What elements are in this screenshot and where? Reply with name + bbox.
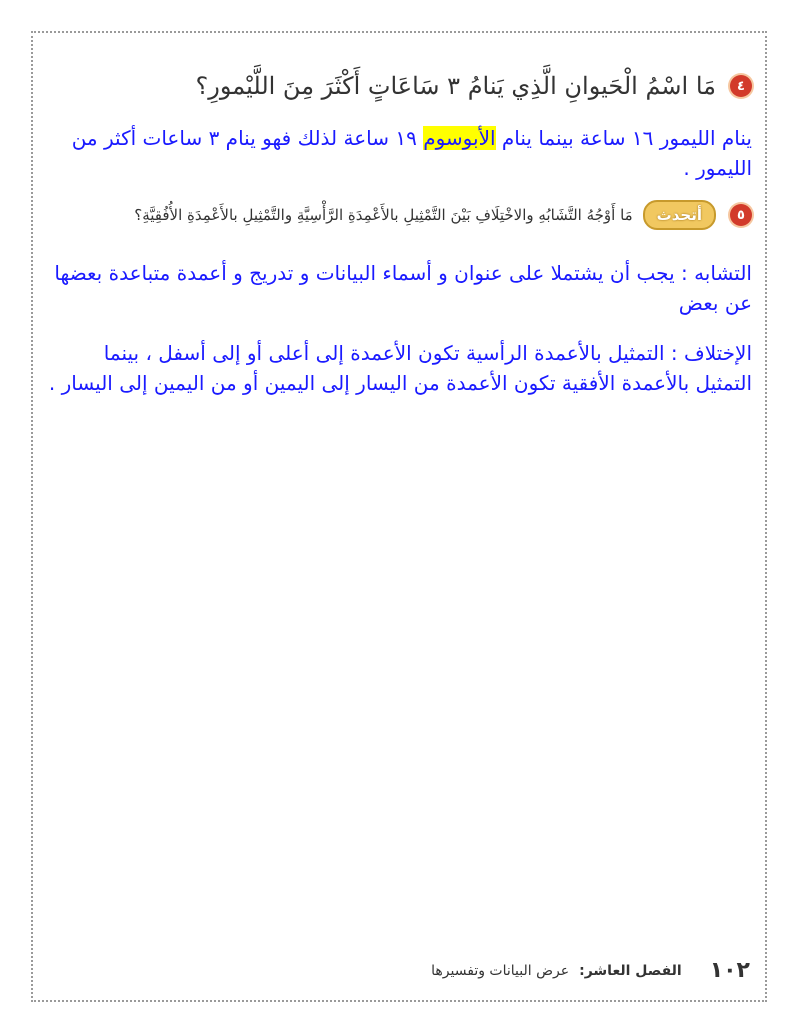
page-number: ١٠٢ [709,958,750,983]
answer-text-start: ينام الليمور ١٦ ساعة بينما ينام [495,126,752,150]
answer-4 [48,123,752,183]
talk-tag: أتحدث [643,200,716,230]
highlighted-word: الأبوسوم [423,126,496,150]
answer-5-similarity: التشابه : يجب أن يشتملا على عنوان و أسماء البيانات و تدريج و أعمدة متباعدة بعضها عن بعض [54,261,752,315]
question-number-badge: ٤ [730,75,752,97]
question-text: مَا اسْمُ الْحَيوانِ الَّذِي يَنامُ ٣ سَاعَاتٍ أَكْثَرَ مِنَ اللَّيْمورِ؟ [195,72,716,100]
question-number-badge: ٥ [730,204,752,226]
page-footer [431,958,750,983]
question-5 [134,200,752,230]
chapter-label: الفصل العاشر: [579,962,682,979]
chapter-title: عرض البيانات وتفسيرها [431,962,570,979]
answer-5-difference: الإختلاف : التمثيل بالأعمدة الرأسية تكون الأعمدة إلى أعلى أو إلى أسفل ، بينما التمثيل بالأعمدة الأفقية تكون الأعمدة من اليسار إلى اليمين أو من اليمين إلى اليسار . [48,341,752,395]
question-4 [196,72,752,100]
question-text: مَا أَوْجُهُ التَّشَابُهِ والاخْتِلَافِ بَيْنَ التَّمْثِيلِ بالأَعْمِدَةِ الرَّأْسِيَّةِ والتَّمْثِيلِ بالأَعْمِدَةِ الأُفُقِيَّةِ؟ [134,206,633,224]
answer-text-end: ١٩ ساعة لذلك فهو ينام ٣ ساعات أكثر من الليمور . [71,126,752,180]
